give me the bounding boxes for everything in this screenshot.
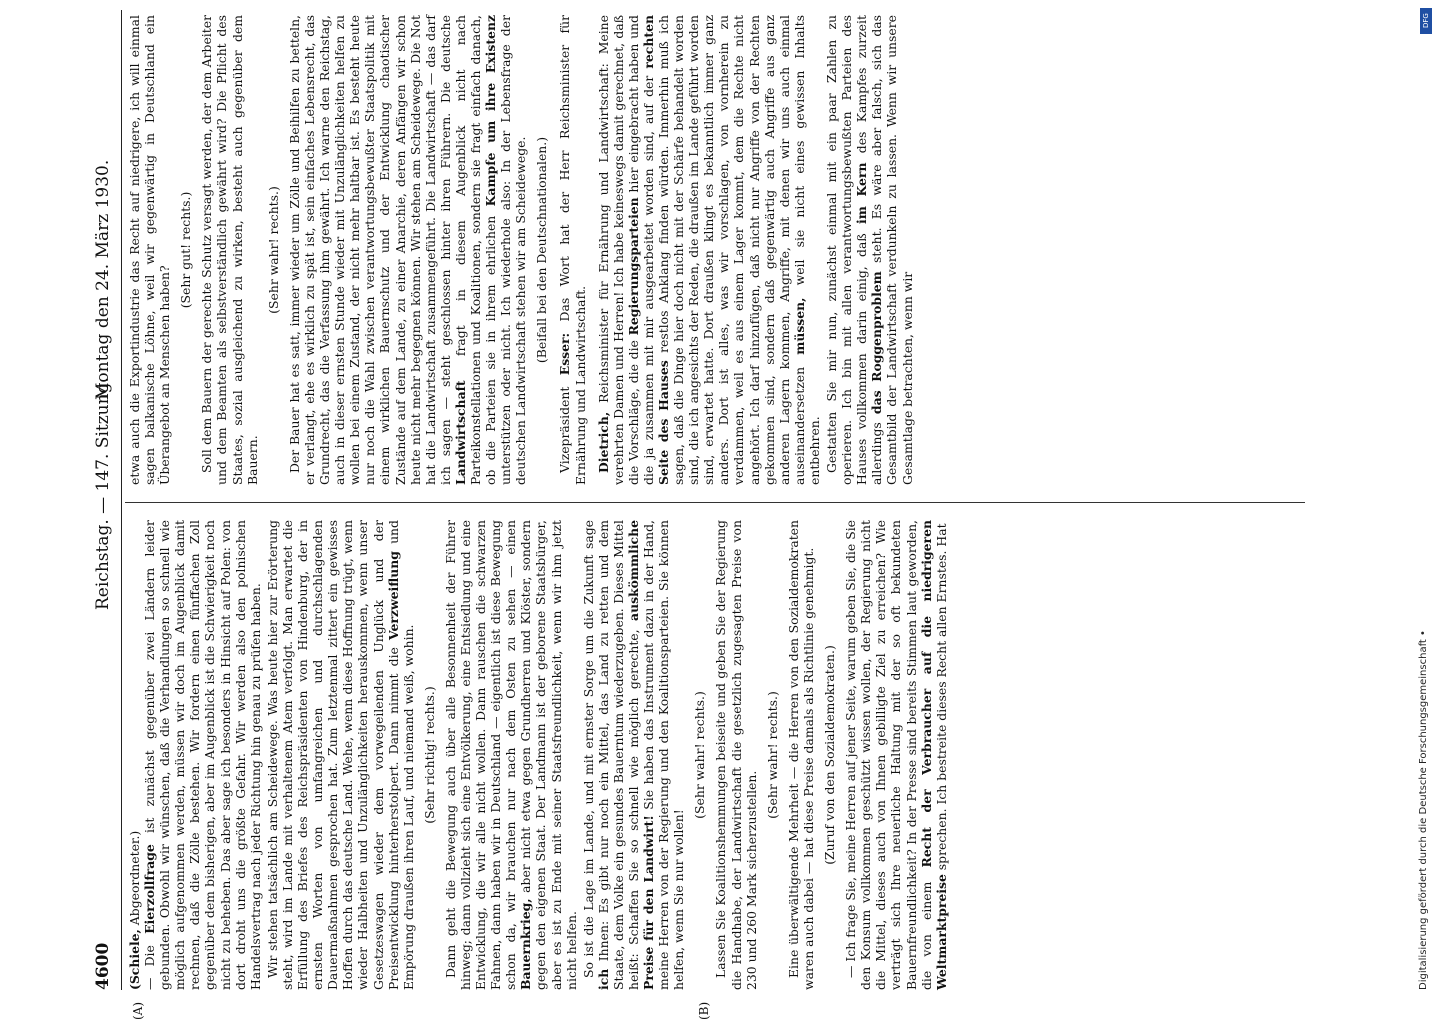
interjection: (Sehr wahr! rechts.): [764, 691, 780, 819]
emphasis: Bauernkrieg,: [518, 898, 534, 990]
page-number: 4600: [93, 942, 113, 990]
paragraph: [824, 15, 915, 485]
paragraph: Lassen Sie Koalitionshemmungen beiseite und geben Sie der Regierung die Handhabe, der Landwirtschaft die gesetzlich zugesagten Preise von 230 und 260 Mark sicherzustellen.: [713, 520, 759, 990]
text-run: Gestatten Sie mir nun, zunächst einmal mit ein paar Zahlen zu operieren. Ich bin mit allen verantwortungsbewußten Parteien des Hauses vollkommen darin einig, daß: [824, 15, 870, 485]
text-run: — Die: [142, 945, 158, 990]
text-run: Dann geht die Bewegung auch über alle Besonnenheit der Führer hinweg; dann vollzieht sich eine Entvölkerung, eine Entsiedlung und eine Entwicklung, die wir alle nicht wollen. Dann rauschen die schwarzen Fahnen, dann haben wir in Deutschland — eigentlich ist diese Bewegung schon da, wir brauchen nur nach dem Osten zu sehen — einen: [442, 520, 519, 990]
emphasis: Regierungsparteien: [625, 197, 641, 336]
paragraph: [443, 520, 579, 990]
emphasis: Verzweiflung: [385, 551, 401, 640]
text-run: Reichsminister für Ernährung und Landwirtschaft: Meine verehrten Damen und Herren! Ich habe keineswegs damit gerechnet, daß die Vorschläge, die die: [595, 15, 641, 485]
text-run: sprechen. Ich bestreite dieses Recht allen Ernstes. Hat: [933, 523, 949, 871]
dfg-logo: DFG: [1420, 8, 1432, 34]
margin-mark-a: (A): [131, 1001, 145, 1020]
paragraph: [287, 15, 529, 485]
session-title: Reichstag. — 147. Sitzung.: [93, 377, 113, 610]
text-run: Wir stehen tatsächlich am Scheidewege. Was heute hier zur Erörterung steht, wird im Lande mit verhaltenem Atem verfolgt. Man erwartet die Erfüllung des Briefes des Reichspräsidenten von Hindenburg, der in ernsten Worten von umfangreichen und durchschlagenden Dauermaßnahmen gesprochen hat. Zum letztenmal zittert ein gewisses Hoffen durch das deutsche Land. Wehe, wenn diese Hoffnung trügt, wenn wieder Halbheiten und Unzulänglichkeiten herauskommen, wenn unser Gesetzeswagen wieder dem vorwegeilenden Unglück und der Preisentwicklung hinterherstolpert. Dann nimmt die: [264, 520, 401, 990]
emphasis: Eierzollfrage: [142, 844, 158, 934]
text-run: unterstützen oder nicht. Ich wiederhole also: In der Lebensfrage der deutschen Landwirtschaft stehen wir am Scheidewege.: [498, 15, 529, 485]
session-date: Montag den 24. März 1930.: [93, 159, 113, 400]
emphasis: müssen,: [791, 297, 807, 355]
interjection: (Sehr richtig! rechts.): [421, 686, 437, 824]
paragraph: [596, 15, 822, 485]
emphasis: Kampfe um ihre Existenz: [483, 15, 499, 207]
text-run: ist zunächst gegenüber zwei Ländern leider gebunden. Obwohl wir wünschen, daß die Verhandlungen so schnell wie möglich aufgenommen werden, müssen wir doch im Augenblick damit rechnen, daß die Zölle bestehen. Wir fordern einen fünffachen Zoll gegenüber dem bisherigen, aber im Augenblick ist die Schwierigkeit noch nicht zu beheben. Das aber sage ich besonders in Hinsicht auf Polen: von dort droht uns die größte Gefahr. Wir werden also den polnischen Handelsvertrag nach jeder Richtung hin genau zu prüfen haben.: [142, 520, 263, 990]
text-run: des Kampfes zurzeit allerdings: [854, 15, 885, 485]
interjection: (Sehr gut! rechts.): [178, 191, 194, 309]
text-run: fragt in diesem Augenblick nicht nach Parteikonstellationen und Koalitionen, sondern sie fragt einfach danach, ob die Parteien sie in ihrem ehrlichen: [452, 15, 499, 485]
emphasis: ich: [595, 968, 611, 990]
text-run: Sie haben das Instrument dazu in der Hand, meine Herren von der Regierung und den Koalitionsparteien. Sie können helfen, wenn Sie nur wollen!: [641, 520, 687, 990]
text-run: Der Bauer hat es satt, immer wieder um Zölle und Beihilfen zu betteln, er verlangt, ehe es wirklich zu spät ist, sein einfaches Lebensrecht, das Grundrecht, das die Verfassung ihm gewährt. Ich warne den Reichstag, auch in dieser ernsten Stunde wieder mit Unzulänglichkeiten helfen zu wollen bei einem Zustand, der nicht mehr haltbar ist. Es besteht heute nur noch die Wahl zwischen verantwortungsbewußter Staatspolitik mit einem wirklichen Bauernschutz und der Entwicklung chaotischer Zustände auf dem Lande, zu einer Anarchie, deren Anfängen wir schon heute nicht mehr begegnen können. Wir stehen am Scheidewege. Die Not hat die Landwirtschaft zusammengeführt. Die Landwirtschaft — das darf ich sagen — steht geschlossen hinter ihren Führern. Die deutsche: [286, 15, 453, 485]
text-run: steht. Es wäre aber falsch, sich das Gesamtbild der Landwirtschaft verdunkeln zu lassen. Wenn wir unsere Gesamtlage betrachten, wenn wir: [869, 15, 915, 485]
margin-mark-b: (B): [697, 1001, 711, 1020]
column-divider: [125, 502, 1305, 503]
emphasis: Landwirtschaft: [452, 380, 468, 485]
emphasis: das Roggenproblem: [869, 271, 885, 415]
text-run: Ihnen: Es gibt nur noch ein Mittel, das Land zu retten und dem Staate, dem Volke ein gesundes Bauerntum wiederzugeben. Dieses Mittel heißt: Schaffen Sie so schnell wie möglich gerechte,: [595, 520, 641, 990]
left-column: [127, 520, 951, 990]
interjection: (Sehr wahr! rechts.): [692, 691, 708, 819]
paragraph: etwa auch die Exportindustrie das Recht auf niedrigere, ich will einmal sagen balkanische Löhne, weil wir gegenwärtig in Deutschland ein Überangebot an Menschen haben?: [127, 15, 173, 485]
funding-caption: Digitalisierung gefördert durch die Deutsche Forschungsgemeinschaft •: [1418, 630, 1429, 990]
text-run: restlos Anklang finden würden. Immerhin muß ich sagen, daß die Dinge hier doch nicht mit der Schärfe behandelt worden sind, die ich angesichts der Reden, die draußen im Lande geführt worden sind, erwartet hatte. Dort draußen klingt es bekanntlich immer ganz anders. Dort ist alles, was wir vorschlagen, von vornherein zu verdammen, weil es aus einem Lager kommt, dem die Rechte nicht angehört. Ich darf hinzufügen, daß nicht nur Angriffe von der Rechten gekommen sind, sondern daß gegenwärtig auch Angriffe aus ganz anderen Lagern kommen, Angriffe, mit denen wir uns auch einmal auseinandersetzen: [656, 15, 807, 485]
paragraph: [843, 520, 949, 990]
paragraph: [127, 520, 263, 990]
paragraph: [265, 520, 416, 990]
text-run: weil sie nicht eines gewissen Inhalts entbehren.: [791, 15, 822, 485]
speaker-name: Esser:: [557, 332, 573, 376]
page-header: [87, 10, 122, 990]
paragraph: [557, 15, 587, 485]
text-run: und Empörung draußen ihren Lauf, und niemand weiß, wohin.: [385, 520, 416, 990]
text-run: — Ich frage Sie, meine Herren auf jener Seite, warum geben Sie, die Sie den Konsum vollkommen geschützt wissen wollen, der Regierung nicht die Mittel, dieses auch von Ihnen gebilligte Ziel zu erreichen? Wie verträgt sich Ihre neuerliche Haltung mit der so oft bekundeten Bauernfreundlichkeit? In der Presse sind bereits Stimmen laut geworden, die von einem: [843, 520, 934, 990]
interjection: (Zuruf von den Sozialdemokraten.): [822, 645, 838, 865]
interjection: (Beifall bei den Deutschnationalen.): [534, 136, 550, 364]
interjection: (Sehr wahr! rechts.): [265, 186, 281, 314]
text-run: So ist die Lage im Lande, und mit ernster Sorge um die Zukunft sage: [580, 520, 596, 978]
paragraph: [581, 520, 687, 990]
emphasis: auskömmliche Preise für den Landwirt!: [626, 520, 657, 990]
speaker-role: Abgeordneter.): [127, 830, 142, 926]
speaker-name: Dietrich,: [595, 411, 611, 473]
emphasis: rechten Seite des Hauses: [640, 15, 671, 485]
paragraph: Eine überwältigende Mehrheit — die Herren von den Sozialdemokraten waren auch dabei — hat diese Preise damals als Richtlinie genehmigt.: [785, 520, 816, 990]
newspaper-page: [87, 10, 1307, 1020]
emphasis: im Kern: [854, 162, 870, 224]
speaker-name: (Schiele,: [127, 929, 142, 990]
text-run: aber nicht etwa gegen Grundherren und Klöster, sondern gegen den eigenen Staat. Der Landmann ist der geborene Staatsbürger, aber es ist zu Ende mit seiner Staatsfreundlichkeit, wenn wir ihm jetzt nicht helfen.: [518, 520, 579, 990]
text-run: Vizepräsident: [557, 386, 573, 473]
emphasis: Recht der Verbraucher auf die niedrigeren Weltmarktpreise: [918, 520, 949, 990]
text-run: hier eingebracht haben und die ja zusammen mit mir ausgearbeitet worden sind, auf der: [625, 15, 656, 485]
right-column: [127, 15, 917, 485]
text-run: Das Wort hat der Herr Reichsminister für Ernährung und Landwirtschaft.: [557, 15, 588, 485]
paragraph: Soll dem Bauern der gerechte Schutz versagt werden, der dem Arbeiter und dem Beamten als selbstverständlich gewährt wird? Die Pflicht des Staates, sozial ausgleichend zu wirken, besteht auch gegenüber dem Bauern.: [199, 15, 260, 485]
